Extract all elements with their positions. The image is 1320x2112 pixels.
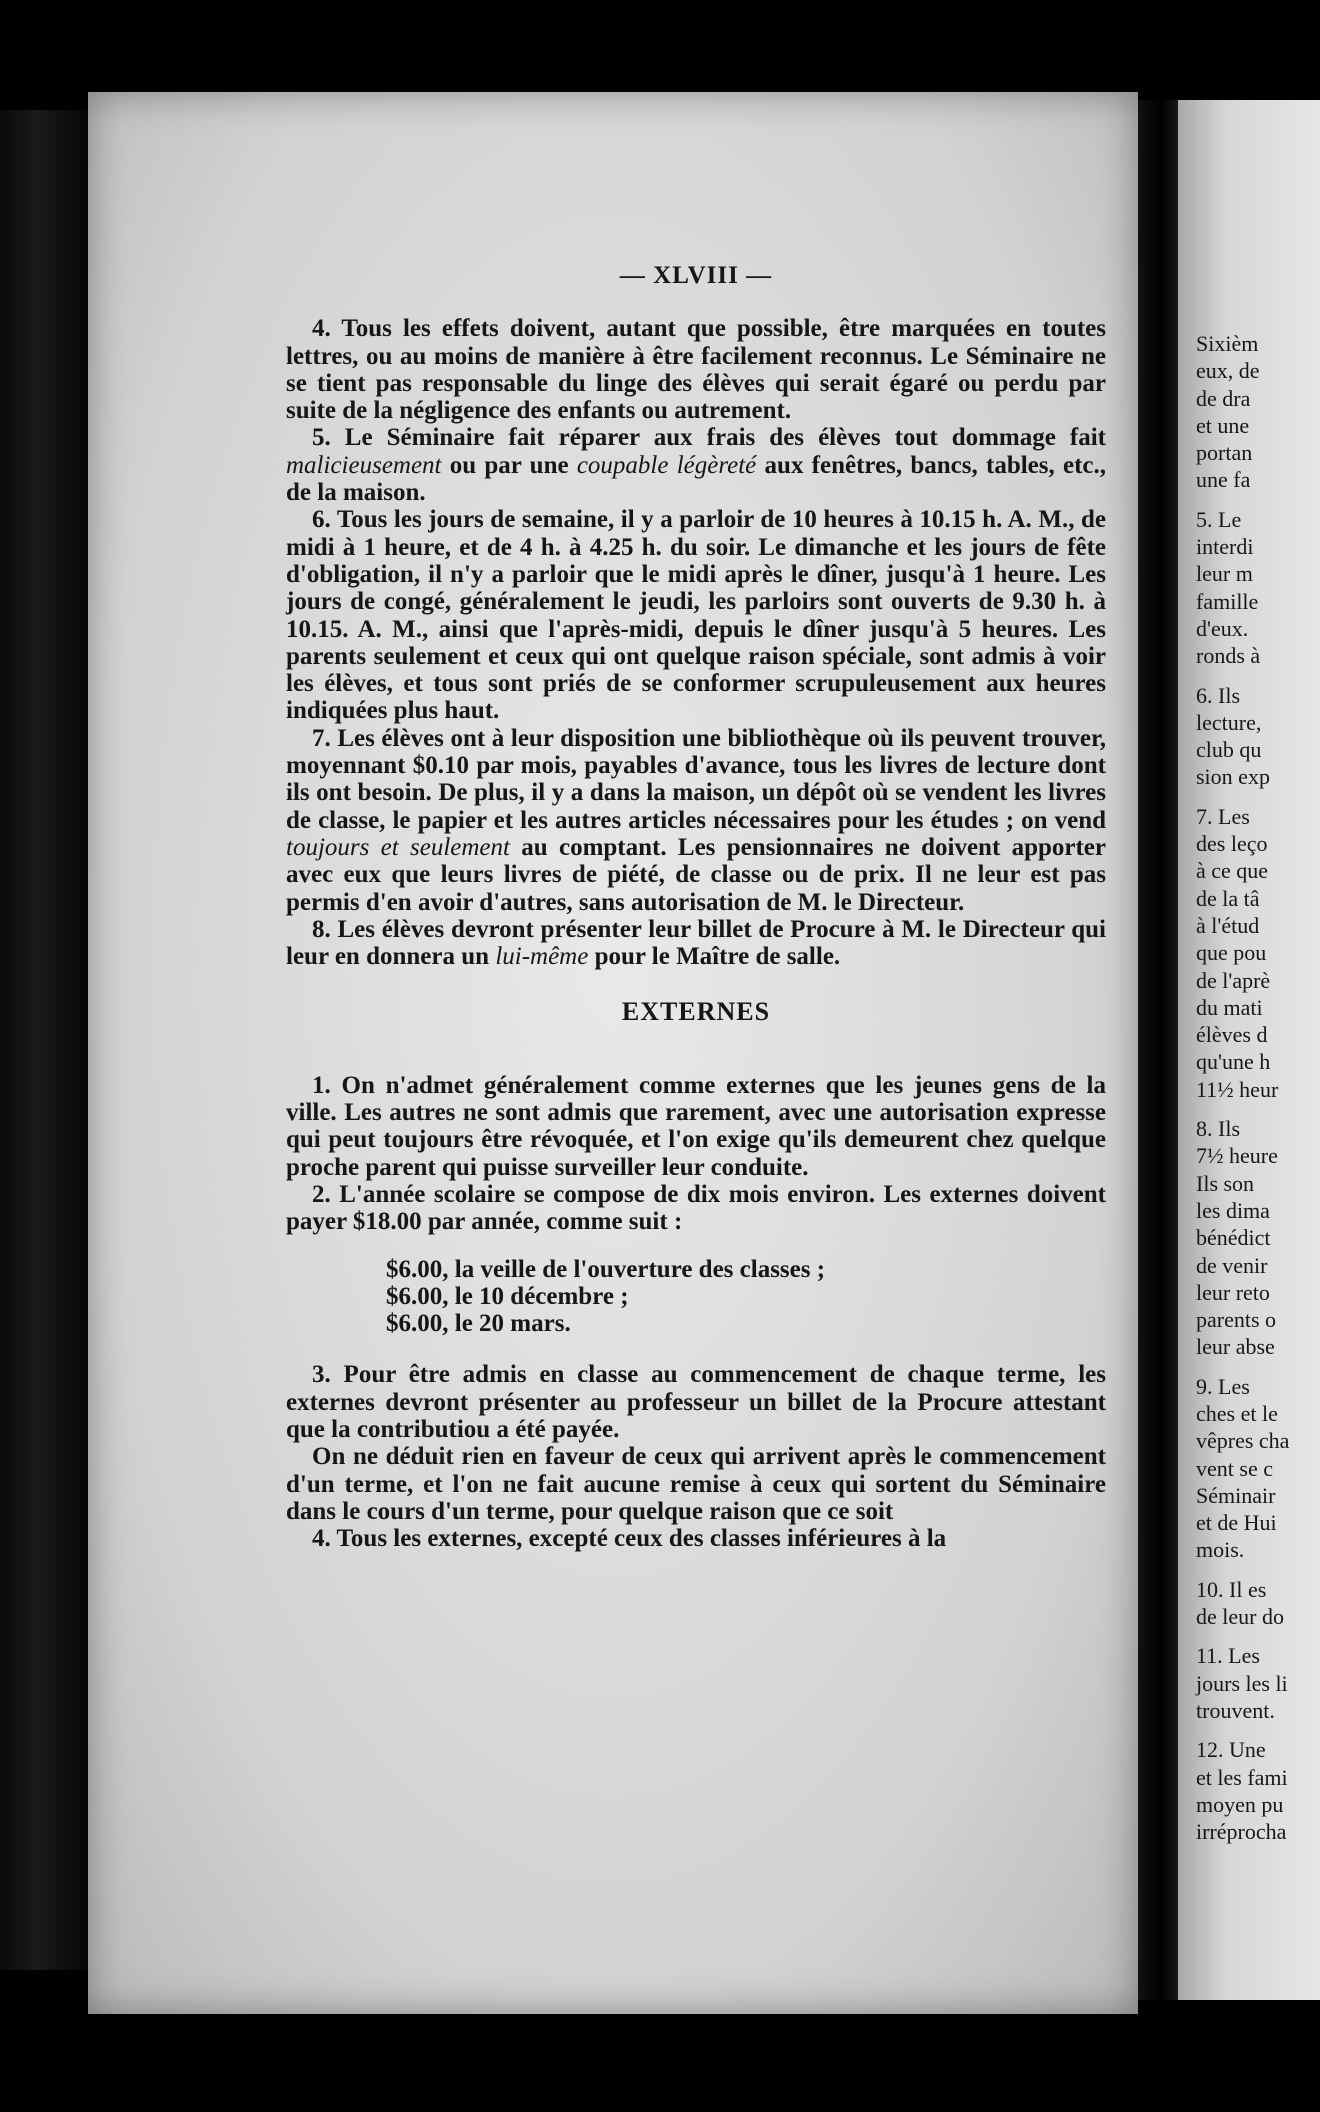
next-page-fragment: Sixièm <box>1196 331 1259 356</box>
next-page-fragment: 10. Il es <box>1196 1576 1267 1602</box>
next-page-fragment: à ce que <box>1196 858 1269 884</box>
next-page-fragment: 11½ heur <box>1196 1076 1279 1102</box>
externes-paragraph-1: 1. On n'admet généralement comme externes que les jeunes gens de la ville. Les autres ne sont admis que rarement, avec une autorisation expresse qui peut toujours être révoquée, et l'on exige qu'ils demeurent chez quelque proche parent qui puisse surveiller leur conduite. <box>286 1071 1106 1181</box>
next-page-fragment: 7. Les <box>1196 803 1250 829</box>
next-page-fragment: élèves d <box>1196 1022 1268 1048</box>
next-page-fragment: 6. Ils <box>1196 682 1240 708</box>
next-page-fragment: leur m <box>1196 561 1253 587</box>
next-page-fragment: à l'étud <box>1196 912 1260 938</box>
next-page-fragment: et une <box>1196 412 1250 438</box>
next-page-fragment: ronds à <box>1196 643 1261 669</box>
next-page-gap <box>1196 670 1320 682</box>
next-page-fragment: 7½ heure <box>1196 1143 1278 1169</box>
next-page-fragment: 8. Ils <box>1196 1116 1240 1142</box>
page-content <box>286 262 1106 1552</box>
payment-line: $6.00, le 10 décembre ; <box>386 1282 629 1310</box>
next-page-gap <box>1196 1361 1320 1373</box>
next-page-fragment: 5. Le <box>1196 506 1242 532</box>
next-page-fragment: Séminair <box>1196 1482 1276 1508</box>
next-page-fragment: eux, de <box>1196 358 1260 384</box>
section-title-externes: EXTERNES <box>621 997 771 1027</box>
externes-paragraph-3-continued: On ne déduit rien en faveur de ceux qui arrivent après le commencement d'un terme, et l'on ne fait aucune remise à ceux qui sortent du Séminaire dans le cours d'un terme, pour quelque raison que ce soit <box>286 1443 1106 1525</box>
next-page-fragment: 11. Les <box>1196 1643 1260 1669</box>
next-page-fragment: de dra <box>1196 385 1251 411</box>
next-page-gap <box>1196 1564 1320 1576</box>
next-page-fragment: 9. Les <box>1196 1373 1250 1399</box>
next-page-fragment: leur reto <box>1196 1279 1270 1305</box>
next-page-gap <box>1196 494 1320 506</box>
next-page-gap <box>1196 1724 1320 1736</box>
externes-paragraph-2: 2. L'année scolaire se compose de dix mois environ. Les externes doivent payer $18.00 par année, comme suit : <box>286 1180 1106 1236</box>
next-page-fragment: les dima <box>1196 1197 1270 1223</box>
running-head-page-number: — XLVIII — <box>619 262 773 289</box>
next-page-fragment: et de Hui <box>1196 1510 1277 1536</box>
next-page-fragment: du mati <box>1196 994 1263 1020</box>
next-page-fragment: famille <box>1196 588 1259 614</box>
externes-paragraph-4: 4. Tous les externes, excepté ceux des classes inférieures à la <box>312 1525 947 1553</box>
next-page-fragment: trouvent. <box>1196 1697 1275 1723</box>
next-page-gap <box>1196 1630 1320 1642</box>
next-page-text <box>1196 330 1320 1845</box>
payment-schedule <box>386 1256 1106 1338</box>
next-page-fragment: de leur do <box>1196 1604 1284 1630</box>
paragraph-8: 8. Les élèves devront présenter leur billet de Procure à M. le Directeur qui leur en donnera un lui-même pour le Maître de salle. <box>286 915 1106 971</box>
next-page-fragment: une fa <box>1196 467 1251 493</box>
next-page-fragment: vent se c <box>1196 1455 1273 1481</box>
payment-line: $6.00, le 20 mars. <box>386 1310 571 1338</box>
next-page-fragment: moyen pu <box>1196 1791 1284 1817</box>
book-gutter <box>1138 100 1178 2000</box>
next-page-fragment: parents o <box>1196 1307 1277 1333</box>
next-page-fragment: bénédict <box>1196 1225 1271 1251</box>
next-page-fragment: ches et le <box>1196 1400 1278 1426</box>
next-page-fragment: portan <box>1196 440 1253 466</box>
next-page-fragment: 12. Une <box>1196 1737 1266 1763</box>
next-page-fragment: jours les li <box>1196 1670 1288 1696</box>
next-page-fragment: d'eux. <box>1196 615 1249 641</box>
next-page-fragment: lecture, <box>1196 709 1262 735</box>
next-page-fragment: irréprocha <box>1196 1819 1287 1845</box>
paragraph-7: 7. Les élèves ont à leur disposition une bibliothèque où ils peuvent trouver, moyennant $0.10 par mois, payables d'avance, tous les livres de lecture dont ils ont besoin. De plus, il y a dans la maison, un dépôt où se vendent les livres de classe, le papier et les autres articles nécessaires pour les études ; on vend toujours et seulement au comptant. Les pensionnaires ne doivent apporter avec eux que leurs livres de piété, de classe ou de prix. Il ne leur est pas permis d'en avoir d'autres, sans autorisation de M. le Directeur. <box>286 724 1107 916</box>
next-page-fragment: club qu <box>1196 737 1262 763</box>
next-page-fragment: que pou <box>1196 940 1267 966</box>
paragraph-4: 4. Tous les effets doivent, autant que possible, être marquées en toutes lettres, ou au moins de manière à être facilement reconnus. Le Séminaire ne se tient pas responsable du linge des élèves qui serait égaré ou perdu par suite de la négligence des enfants ou autrement. <box>286 315 1106 425</box>
next-page-fragment: vêpres cha <box>1196 1428 1290 1454</box>
next-page-gap <box>1196 1103 1320 1115</box>
next-page-fragment: interdi <box>1196 534 1254 560</box>
next-page-fragment: de la tâ <box>1196 885 1260 911</box>
next-page-fragment: et les fami <box>1196 1764 1288 1790</box>
book-binding-left <box>0 110 92 1970</box>
next-page-fragment: Ils son <box>1196 1170 1255 1196</box>
next-page-fragment: mois. <box>1196 1537 1245 1563</box>
next-page-fragment: des leço <box>1196 831 1268 857</box>
next-page-fragment: sion exp <box>1196 764 1270 790</box>
next-page-fragment: de l'aprè <box>1196 967 1271 993</box>
externes-paragraph-3: 3. Pour être admis en classe au commencement de chaque terme, les externes devront présenter au professeur un billet de la Procure attestant que la contributiou a été payée. <box>286 1361 1106 1443</box>
paragraph-6: 6. Tous les jours de semaine, il y a parloir de 10 heures à 10.15 h. A. M., de midi à 1 heure, et de 4 h. à 4.25 h. du soir. Le dimanche et les jours de fête d'obligation, il n'y a parloir que le midi après le dîner, jusqu'à 1 heure. Les jours de congé, généralement le jeudi, les parloirs sont ouverts de 9.30 h. à 10.15. A. M., ainsi que l'après-midi, depuis le dîner jusqu'à 5 heures. Les parents seulement et ceux qui ont quelque raison spéciale, sont admis à voir les élèves, et tous sont priés de se conformer scrupuleusement aux heures indiquées plus haut. <box>286 506 1106 725</box>
payment-line: $6.00, la veille de l'ouverture des classes ; <box>386 1255 826 1283</box>
next-page-gap <box>1196 791 1320 803</box>
paragraph-5: 5. Le Séminaire fait réparer aux frais des élèves tout dommage fait malicieusement ou par une coupable légèreté aux fenêtres, bancs, tables, etc., de la maison. <box>286 424 1107 507</box>
next-page-fragment: leur abse <box>1196 1334 1275 1360</box>
next-page-fragment: qu'une h <box>1196 1049 1271 1075</box>
next-page-edge <box>1178 100 1320 2000</box>
next-page-fragment: de venir <box>1196 1252 1268 1278</box>
